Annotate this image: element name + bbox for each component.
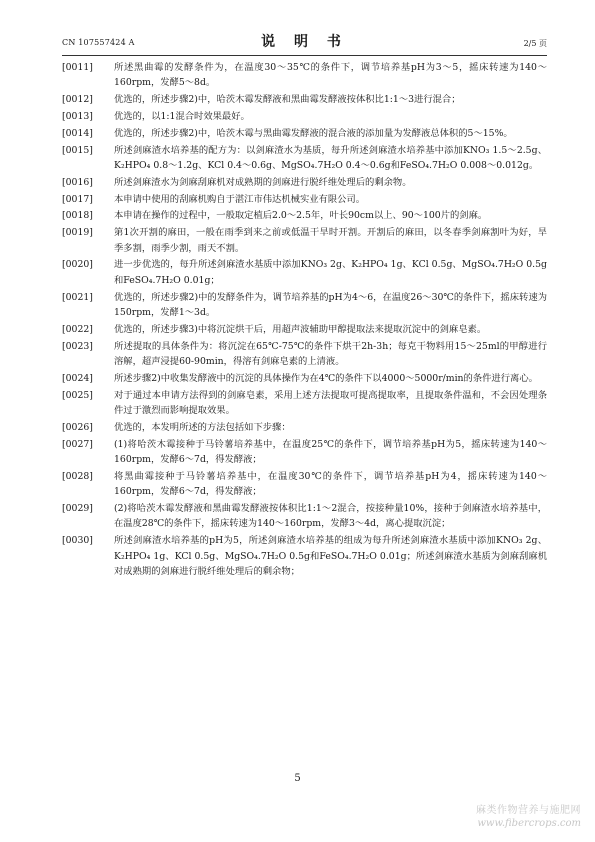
paragraph [62, 501, 547, 532]
paragraph-number: [0018] [62, 210, 93, 222]
paragraph-text: 所述剑麻渣水为剑麻刮麻机对成熟期的剑麻进行脱纤维处理后的剩余物。 [114, 176, 412, 188]
paragraph-number: [0027] [62, 438, 93, 450]
paragraph-number: [0029] [62, 503, 93, 514]
paragraph [62, 420, 547, 435]
paragraph-text: 所述黑曲霉的发酵条件为，在温度30～35℃的条件下，调节培养基pH为3～5，摇床转速为140～160rpm，发酵5～8d。 [114, 62, 547, 89]
paragraph [62, 60, 547, 91]
document-title: 说 明 书 [261, 34, 348, 50]
paragraph-text: 所述剑麻渣水培养基的配方为：以剑麻渣水为基质，每升所述剑麻渣水培养基中添加KNO₃ 1.5～2.5g、K₂HPO₄ 0.8～1.2g、KCl 0.4～0.6g、MgSO₄.7H₂O 0.4～0.6g和FeSO₄.7H₂O 0.008～0.012g。 [114, 144, 547, 171]
paragraph-text: (1)将哈茨木霉接种于马铃薯培养基中，在温度25℃的条件下，调节培养基pH为5，摇床转速为140～160rpm，发酵6～7d，得发酵液； [114, 438, 547, 465]
paragraph [62, 339, 547, 370]
paragraph-number: [0030] [62, 535, 93, 547]
paragraph [62, 126, 547, 141]
paragraph-text: 优选的，以1:1混合时效果最好。 [114, 111, 250, 122]
paragraph [62, 469, 547, 500]
paragraph-number: [0024] [62, 372, 93, 384]
paragraph-number: [0011] [62, 62, 93, 73]
paragraph [62, 533, 547, 579]
paragraph-text: 第1次开割的麻田，一般在雨季到来之前或低温干旱时开割。开割后的麻田，以冬春季剑麻割叶为好，旱季多割，雨季少割，雨天不割。 [114, 227, 547, 254]
patent-number: CN 107557424 A [62, 38, 135, 47]
paragraph-text: 优选的，所述步骤2)中的发酵条件为，调节培养基的pH为4～6，在温度26～30℃的条件下，摇床转速为150rpm，发酵1～3d。 [114, 291, 547, 318]
paragraph-text: 所述提取的具体条件为：将沉淀在65℃-75℃的条件下烘干2h-3h；每克干物料用15～25ml的甲醇进行溶解，超声浸提60-90min，得溶有剑麻皂素的上清液。 [114, 340, 547, 367]
document-body [62, 60, 547, 581]
paragraph-text: 对于通过本申请方法得到的剑麻皂素，采用上述方法提取可提高提取率，且提取条件温和，不会因处理条件过于激烈而影响提取效果。 [114, 389, 547, 416]
paragraph-text: 优选的，本发明所述的方法包括如下步骤： [114, 421, 291, 433]
paragraph [62, 208, 547, 223]
page-header [62, 28, 547, 54]
paragraph-text: 优选的，所述步骤3)中将沉淀烘干后，用超声波辅助甲醇提取法来提取沉淀中的剑麻皂素。 [114, 323, 487, 335]
paragraph-text: 优选的，所述步骤2)中，哈茨木霉与黑曲霉发酵液的混合液的添加量为发酵液总体积的5～15%。 [114, 127, 513, 139]
paragraph [62, 175, 547, 190]
paragraph [62, 225, 547, 256]
paragraph-number: [0015] [62, 144, 93, 156]
paragraph [62, 257, 547, 288]
paragraph-number: [0021] [62, 291, 93, 303]
watermark [476, 804, 581, 830]
paragraph-text: 本申请中使用的刮麻机购自于湛江市伟达机械实业有限公司。 [114, 193, 366, 205]
header-divider [62, 55, 547, 56]
paragraph-number: [0016] [62, 176, 93, 188]
paragraph-number: [0014] [62, 127, 93, 139]
paragraph-number: [0023] [62, 340, 93, 352]
paragraph-text: 进一步优选的，每升所述剑麻渣水基质中添加KNO₃ 2g、K₂HPO₄ 1g、KCl 0.5g、MgSO₄.7H₂O 0.5g和FeSO₄.7H₂O 0.01g； [114, 259, 547, 286]
paragraph [62, 109, 547, 124]
paragraph-number: [0017] [62, 193, 93, 205]
paragraph [62, 322, 547, 337]
paragraph-number: [0012] [62, 94, 93, 106]
paragraph-number: [0019] [62, 227, 93, 239]
paragraph-text: 所述步骤2)中收集发酵液中的沉淀的具体操作为在4℃的条件下以4000～5000r/min的条件进行离心。 [114, 372, 538, 384]
paragraph-number: [0020] [62, 259, 93, 271]
paragraph-number: [0013] [62, 111, 93, 122]
paragraph-number: [0026] [62, 421, 93, 433]
paragraph [62, 192, 547, 207]
paragraph-number: [0025] [62, 389, 93, 401]
paragraph [62, 388, 547, 419]
paragraph [62, 290, 547, 321]
paragraph-number: [0022] [62, 323, 93, 335]
watermark-url: www.fibercrops.com [477, 818, 581, 829]
paragraph-text: (2)将哈茨木霉发酵液和黑曲霉发酵液按体积比1:1～2混合，按接种量10%，接种于剑麻渣水培养基中，在温度28℃的条件下，摇床转速为140～160rpm，发酵3～4d，离心提取沉淀； [114, 503, 547, 530]
paragraph [62, 92, 547, 107]
paragraph-text: 本申请在操作的过程中，一般取定植后2.0～2.5年，叶长90cm以上、90～100片的剑麻。 [114, 210, 488, 222]
paragraph [62, 371, 547, 386]
paragraph [62, 437, 547, 468]
page-of-total: 2/5 页 [523, 39, 547, 48]
paragraph-text: 优选的，所述步骤2)中，哈茨木霉发酵液和黑曲霉发酵液按体积比1:1～3进行混合； [114, 94, 461, 106]
watermark-title: 麻类作物营养与施肥网 [476, 805, 581, 816]
paragraph-text: 将黑曲霉接种于马铃薯培养基中，在温度30℃的条件下，调节培养基pH为4，摇床转速为140～160rpm，发酵6～7d，得发酵液； [114, 470, 547, 498]
paragraph [62, 143, 547, 174]
paragraph-number: [0028] [62, 470, 93, 482]
paragraph-text: 所述剑麻渣水培养基的pH为5，所述剑麻渣水培养基的组成为每升所述剑麻渣水基质中添加KNO₃ 2g、K₂HPO₄ 1g、KCl 0.5g、MgSO₄.7H₂O 0.5g和FeSO₄.7H₂O 0.01g；所述剑麻渣水基质为剑麻刮麻机对成熟期的剑麻进行脱纤维处理后的剩余物； [114, 535, 547, 578]
page-number: 5 [294, 773, 301, 784]
